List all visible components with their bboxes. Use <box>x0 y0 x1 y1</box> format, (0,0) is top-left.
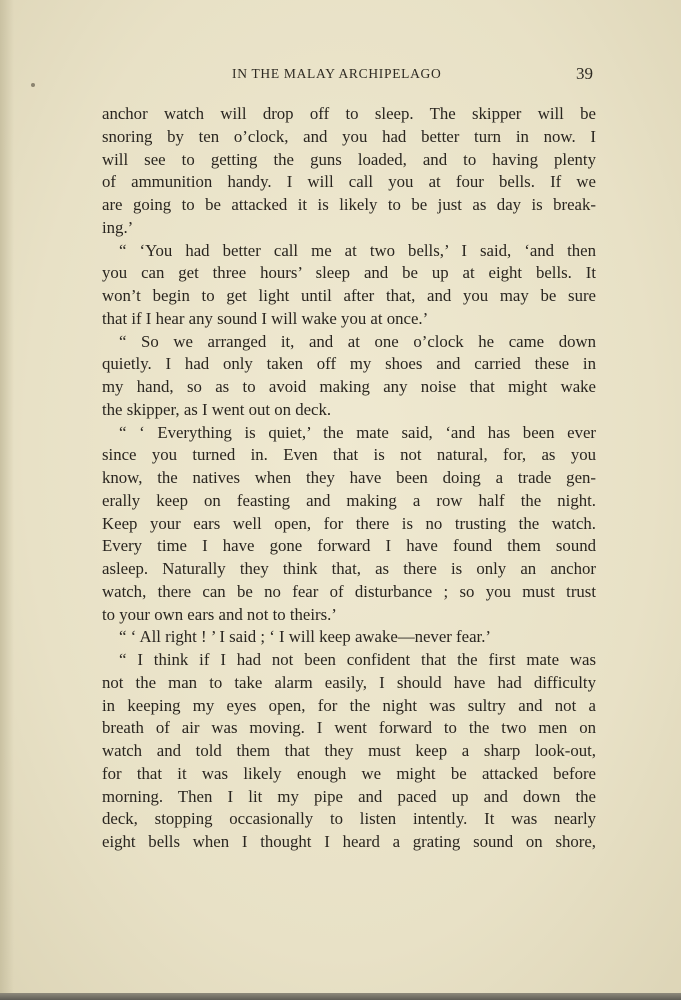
running-head: IN THE MALAY ARCHIPELAGO <box>232 66 442 81</box>
text-line: snoring by ten o’clock, and you had better turn in now. I <box>102 126 596 146</box>
text-line: deck, stopping occasionally to listen intently. It was nearly <box>102 809 596 829</box>
text-line: to your own ears and not to theirs.’ <box>102 604 337 624</box>
text-line: Keep your ears well open, for there is no trusting the watch. <box>102 513 596 533</box>
text-line: since you turned in. Even that is not natural, for, as you <box>102 445 596 465</box>
text-line: erally keep on feasting and making a row half the night. <box>102 490 596 510</box>
text-line: you can get three hours’ sleep and be up at eight bells. It <box>102 263 596 283</box>
body-text <box>102 103 596 854</box>
text-line: breath of air was moving. I went forward to the two men on <box>102 718 596 738</box>
text-line: will see to getting the guns loaded, and to having plenty <box>102 149 596 169</box>
text-line: my hand, so as to avoid making any noise that might wake <box>102 377 596 396</box>
text-line: not the man to take alarm easily, I should have had difficulty <box>102 672 596 692</box>
text-line: of ammunition handy. I will call you at four bells. If we <box>102 172 596 192</box>
text-line: “ So we arranged it, and at one o’clock he came down <box>119 331 596 351</box>
text-line: watch and told them that they must keep a sharp look-out, <box>102 741 596 760</box>
text-line: “ ‘ Everything is quiet,’ the mate said, ‘and has been ever <box>119 422 596 442</box>
text-line: “ ‘You had better call me at two bells,’ I said, ‘and then <box>119 240 596 260</box>
page-bottom-edge <box>0 993 681 1000</box>
text-line: are going to be attacked it is likely to be just as day is break- <box>102 195 596 214</box>
text-line: ing.’ <box>102 217 134 237</box>
text-line: in keeping my eyes open, for the night was sultry and not a <box>102 695 596 715</box>
paper-speck <box>31 83 35 87</box>
text-line: know, the natives when they have been doing a trade gen- <box>102 468 596 487</box>
text-line: that if I hear any sound I will wake you at once.’ <box>102 308 429 328</box>
text-line: Every time I have gone forward I have found them sound <box>102 536 596 556</box>
gutter-shadow <box>0 0 14 1000</box>
text-line: the skipper, as I went out on deck. <box>102 399 332 419</box>
text-line: for that it was likely enough we might be attacked before <box>102 763 596 783</box>
text-line: quietly. I had only taken off my shoes and carried these in <box>102 354 596 374</box>
text-line: morning. Then I lit my pipe and paced up and down the <box>102 786 596 806</box>
text-line: “ I think if I had not been confident that the first mate was <box>119 650 596 669</box>
text-line: asleep. Naturally they think that, as there is only an anchor <box>102 559 596 578</box>
text-line: “ ‘ All right ! ’ I said ; ‘ I will keep awake—never fear.’ <box>119 627 491 647</box>
page-number: 39 <box>576 64 593 83</box>
text-line: eight bells when I thought I heard a grating sound on shore, <box>102 832 596 851</box>
text-line: won’t begin to get light until after that, and you may be sure <box>102 286 596 305</box>
text-line: anchor watch will drop off to sleep. The skipper will be <box>102 104 596 123</box>
text-line: watch, there can be no fear of disturbance ; so you must trust <box>102 581 596 601</box>
